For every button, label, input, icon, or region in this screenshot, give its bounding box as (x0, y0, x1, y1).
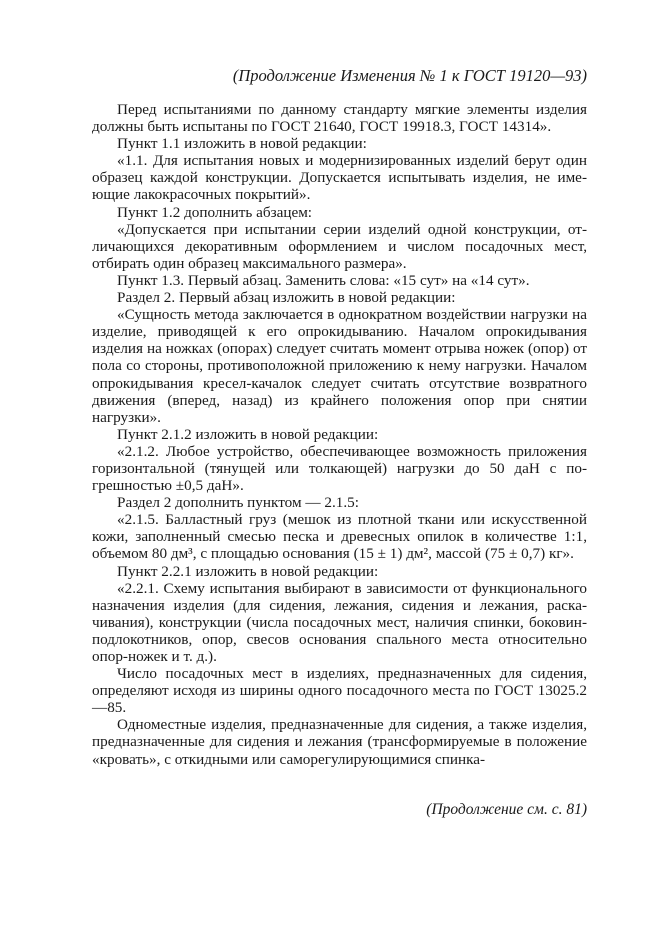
paragraph: «2.2.1. Схему испытания выбирают в зависимости от функционального назначения изделия (для сидения, лежания, сидения и лежания, раскачивания), конструкции (числа посадочных мест, наличия спинки, боковин-подлокотников, опор, свесов основания спального места относительно опор-ножек и т. д.). (92, 579, 587, 665)
paragraph: «1.1. Для испытания новых и модернизированных изделий берут один образец каждой конструкции. Допускается испытывать изделия, не имеющие лакокрасочных покрытий». (92, 152, 587, 204)
paragraph: «2.1.2. Любое устройство, обеспечивающее возможность приложения горизонтальной (тянущей или толкающей) нагрузки до 50 даН с погрешностью ±0,5 даН». (92, 442, 587, 495)
paragraph: Пункт 1.3. Первый абзац. Заменить слова: «15 сут» на «14 сут». (117, 271, 530, 289)
paragraph: «Сущность метода заключается в однократном воздействии нагрузки на изделие, приводящей к его опрокидыванию. Началом опрокидывания изделия на ножках (опорах) следует считать момент отрыва ножек (опор) от пола со стороны, противоположной приложению к нему нагрузки. Началом опрокидывания кресел-качалок следует считать отсутствие возвратного движения (вперед, назад) из крайнего положения опор при снятии нагрузки». (92, 306, 587, 426)
paragraph: Одноместные изделия, предназначенные для сидения, а также изделия, предназначенные для сидения и лежания (трансформируемые в положение «кровать», с откидными или саморегулирующимися спинка- (92, 716, 587, 768)
paragraph: Пункт 1.2 дополнить абзацем: (117, 203, 313, 221)
paragraph: Раздел 2 дополнить пунктом — 2.1.5: (117, 494, 359, 512)
paragraph: Пункт 1.1 изложить в новой редакции: (117, 135, 367, 153)
continuation-header: (Продолжение Изменения № 1 к ГОСТ 19120—93) (232, 66, 587, 85)
document-body (92, 101, 587, 768)
paragraph: Число посадочных мест в изделиях, предназначенных для сидения, определяют исходя из ширины одного посадочного места по ГОСТ 13025.2—85. (92, 665, 587, 717)
paragraph: Раздел 2. Первый абзац изложить в новой редакции: (117, 289, 456, 307)
paragraph: Пункт 2.1.2 изложить в новой редакции: (117, 425, 379, 443)
paragraph: Перед испытаниями по данному стандарту мягкие элементы изделия должны быть испытаны по ГОСТ 21640, ГОСТ 19918.3, ГОСТ 14314». (92, 101, 587, 136)
paragraph: «Допускается при испытании серии изделий одной конструкции, отличающихся декоративным оформлением и числом посадочных мест, отбирать один образец максимального размера». (92, 220, 587, 272)
paragraph: Пункт 2.2.1 изложить в новой редакции: (117, 562, 379, 580)
continuation-footer: (Продолжение см. с. 81) (426, 801, 587, 818)
paragraph: «2.1.5. Балластный груз (мешок из плотной ткани или искусственной кожи, заполненный смесью песка и древесных опилок в количестве 1:1, объемом 80 дм³, с площадью основания (15 ± 1) дм², массой (75 ± 0,7) кг». (92, 511, 587, 563)
